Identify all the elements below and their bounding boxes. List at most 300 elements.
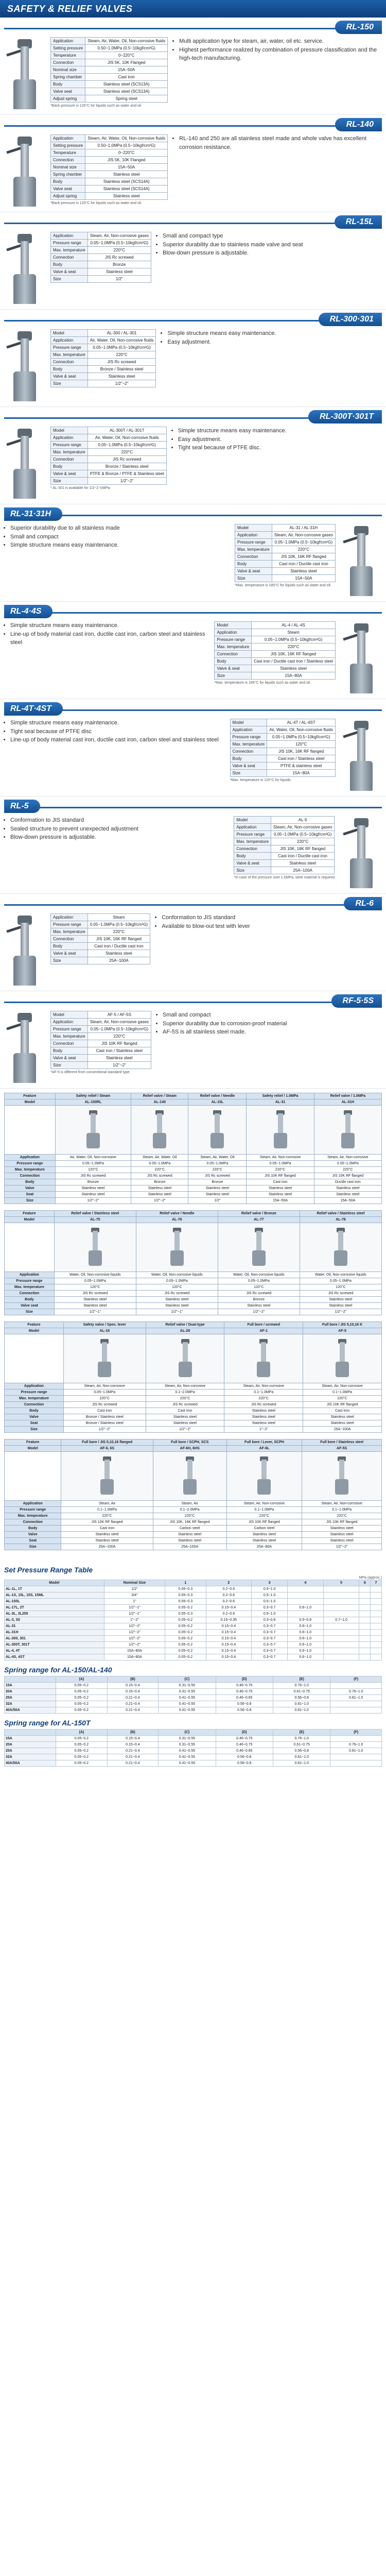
- spec-key: Model: [51, 1011, 88, 1019]
- valve-part-icon: [215, 1113, 220, 1134]
- data-cell: JIS Rc screwed: [224, 1402, 303, 1408]
- range-cell: [330, 1760, 382, 1767]
- spec-value: 25A~100A: [271, 867, 335, 874]
- data-row: [5, 1414, 382, 1420]
- section-description: [4, 816, 229, 842]
- range-cell: 0.05~0.2: [165, 1605, 206, 1611]
- product-section: [0, 115, 386, 212]
- range-cell: [371, 1648, 382, 1654]
- range-cell: [371, 1636, 382, 1642]
- range-cell: 0.46~0.75: [216, 1689, 273, 1695]
- range-cell: 0.3~0.7: [252, 1654, 288, 1660]
- section-description: [156, 232, 382, 258]
- spec-value: JIS 10K, 16K RF flanged: [252, 651, 336, 658]
- range-cell: [371, 1654, 382, 1660]
- range-cell: 1": [104, 1599, 165, 1605]
- data-cell: JIS Rc screwed: [55, 1173, 131, 1179]
- valve-body-icon: [13, 177, 36, 207]
- spec-key: Size: [215, 672, 252, 680]
- spec-row: [51, 142, 168, 149]
- range-cell: 15A: [5, 1683, 56, 1689]
- data-cell: 120°C: [218, 1284, 300, 1291]
- data-cell: 220°C: [153, 1513, 226, 1519]
- data-row: [5, 1198, 382, 1204]
- range-cell: [371, 1630, 382, 1636]
- spec-row: [51, 950, 150, 957]
- spec-value: Steam, Air, Non-corrosive gases: [87, 1019, 151, 1026]
- range-cell: 0.05~0.3: [165, 1599, 206, 1605]
- header-row: [5, 1211, 382, 1217]
- product-section: [0, 18, 386, 115]
- data-cell: Steam, Air, Water, Oil: [188, 1155, 247, 1161]
- spec-row: [234, 845, 335, 853]
- data-row: [5, 1501, 382, 1507]
- spec-value: PTFE & stainless steel: [267, 762, 336, 770]
- data-cell: Steam, Air, Non-corrosive: [63, 1383, 146, 1389]
- valve-part-icon: [86, 1133, 100, 1148]
- data-cell: Steam, Air: [61, 1501, 153, 1507]
- data-cell: 1/2"~2": [63, 1427, 146, 1433]
- range-cell: [323, 1592, 359, 1599]
- section-body: [4, 232, 382, 304]
- data-row: [5, 1192, 382, 1198]
- data-cell: Max. temperature: [5, 1513, 61, 1519]
- range-cell: [323, 1636, 359, 1642]
- spec-row: [230, 741, 335, 748]
- range-cell: 0.41~0.55: [159, 1754, 216, 1760]
- range-cell: 0.15~0.4: [206, 1642, 252, 1648]
- range-row: [5, 1599, 382, 1605]
- picture-cell: [224, 1334, 303, 1383]
- range-cell: [359, 1642, 371, 1648]
- range-unit: MPa (approx.): [359, 1576, 382, 1580]
- data-row: [5, 1420, 382, 1427]
- spec-value: Cast iron: [85, 74, 168, 81]
- spec-value: 1/2"~2": [87, 478, 166, 485]
- spec-row: [51, 59, 168, 66]
- range-cell: 0.6~1.0: [287, 1623, 323, 1630]
- range-row: [5, 1701, 382, 1707]
- feature-item: • Simple structure means easy maintenance.: [10, 541, 230, 550]
- spec-row: [215, 672, 336, 680]
- range-row: [5, 1736, 382, 1742]
- feature-list: [161, 329, 382, 346]
- spec-value: Cast iron / Ductile cast iron: [271, 853, 335, 860]
- data-cell: Stainless steel: [55, 1185, 131, 1192]
- range-cell: 0.56~0.8: [216, 1760, 273, 1767]
- section-rule: [4, 904, 382, 906]
- spec-key: Valve & seat: [234, 860, 271, 867]
- data-cell: 220°C: [247, 1167, 314, 1173]
- range-cell: 0.3~0.7: [252, 1605, 288, 1611]
- range-cell: 3/4": [104, 1592, 165, 1599]
- spec-key: Pressure range: [235, 539, 272, 546]
- spec-value: Stainless steel (SCS13A): [85, 88, 168, 95]
- spec-value: JIS 10K, 16K RF flanged: [267, 748, 336, 755]
- picture-label-cell: [5, 1452, 61, 1501]
- picture-cell: [247, 1106, 314, 1155]
- range-cell: 0.05~0.3: [165, 1592, 206, 1599]
- header-cell: Relief valve / Steam: [131, 1093, 188, 1099]
- range-table: [4, 1729, 382, 1767]
- spec-row: [234, 817, 335, 824]
- range-cell: 0.05~0.2: [56, 1760, 108, 1767]
- valve-icon: [334, 1339, 351, 1377]
- range-cell: 0.21~0.4: [107, 1701, 159, 1707]
- data-row: [5, 1507, 382, 1513]
- range-cell: 0.31~0.55: [159, 1683, 216, 1689]
- spec-value: 0.05~1.0MPa (0.5~10kgf/cm²G): [272, 539, 335, 546]
- valve-illustration-icon: [4, 329, 45, 401]
- feature-item: • Conformation to JIS standard: [10, 816, 229, 825]
- section-model-tag: RL-31·31H: [4, 507, 62, 521]
- range-cell: 1/2"~2": [104, 1636, 165, 1642]
- spec-key: Application: [234, 824, 271, 831]
- data-cell: 220°C: [188, 1167, 247, 1173]
- spec-row: [51, 45, 168, 52]
- valve-body-icon: [350, 858, 373, 888]
- spec-row: [51, 95, 168, 103]
- spec-value: JIS Rc screwed: [87, 359, 156, 366]
- spec-row: [51, 330, 156, 337]
- valve-icon: [181, 1456, 199, 1495]
- feature-item: • Small and compact: [163, 1011, 382, 1020]
- picture-cell: [63, 1334, 146, 1383]
- feature-item: • Blow-down pressure is adjustable.: [10, 833, 229, 842]
- section-body: [4, 37, 382, 109]
- valve-part-icon: [179, 1362, 192, 1377]
- range-row: [5, 1611, 382, 1617]
- spec-value: 220°C: [272, 546, 335, 553]
- range-header-cell: (E): [273, 1730, 330, 1736]
- product-section: [0, 796, 386, 894]
- valve-part-icon: [257, 1479, 271, 1495]
- model-cell: AL-15L: [188, 1099, 247, 1106]
- spec-value: 15A~50A: [85, 164, 168, 171]
- range-cell: 0.6~1.0: [287, 1636, 323, 1642]
- data-row: [5, 1284, 382, 1291]
- spec-table-wrap: [50, 427, 167, 490]
- model-cell: AL-140: [131, 1099, 188, 1106]
- section-header: [4, 702, 382, 716]
- picture-row: [5, 1223, 382, 1272]
- data-cell: Connection: [5, 1402, 64, 1408]
- header-cell: Relief valve / Needle: [136, 1211, 218, 1217]
- spec-row: [51, 1033, 151, 1040]
- valve-part-icon: [174, 1231, 180, 1251]
- range-cell: 0.76~1.0: [330, 1742, 382, 1748]
- spec-row: [51, 957, 150, 964]
- spec-row: [51, 135, 168, 142]
- spec-row: [51, 261, 151, 268]
- header-cell: Safety valve / Spec. lever: [63, 1322, 146, 1328]
- spec-key: Pressure range: [51, 442, 88, 449]
- spec-value: Spring steel: [85, 95, 168, 103]
- data-cell: 120°C: [300, 1284, 381, 1291]
- range-row: [5, 1654, 382, 1660]
- spec-row: [215, 629, 336, 636]
- data-cell: Size: [5, 1427, 64, 1433]
- data-cell: Stainless steel: [153, 1538, 226, 1544]
- range-cell: 0.05~0.2: [165, 1617, 206, 1623]
- range-cell: 0.31~0.55: [159, 1736, 216, 1742]
- range-cell: [323, 1630, 359, 1636]
- range-cell: 0.56~0.8: [273, 1695, 330, 1701]
- spec-table-wrap: [234, 816, 336, 879]
- spec-key: Max. temperature: [215, 643, 252, 651]
- spec-value: Steam: [252, 629, 336, 636]
- spec-value: 220°C: [87, 449, 166, 456]
- data-cell: Steam, Air, Non-corrosive: [314, 1155, 381, 1161]
- valve-icon: [255, 1339, 272, 1377]
- range-cell: 1/2"~1": [104, 1611, 165, 1617]
- range-cell: 0.15~0.4: [206, 1654, 252, 1660]
- data-cell: Bronze: [218, 1297, 300, 1303]
- spec-value: Stainless steel (SCS14A): [85, 178, 168, 185]
- data-cell: 0.1~1.0MPa: [224, 1389, 303, 1396]
- spec-value: Steam: [87, 914, 150, 921]
- data-cell: 1/2"~2": [302, 1544, 382, 1550]
- range-cell: AL-17L, 2T: [5, 1605, 104, 1611]
- section-rule: [4, 612, 382, 614]
- range-cell: 0.3~0.7: [252, 1648, 288, 1654]
- data-cell: 0.05~1.0MPa: [247, 1161, 314, 1167]
- range-cell: 0.41~0.55: [159, 1701, 216, 1707]
- range-cell: 0.15~0.4: [206, 1636, 252, 1642]
- data-cell: Seat: [5, 1420, 64, 1427]
- spec-value: Stainless steel: [87, 1055, 151, 1062]
- spec-key: Pressure range: [51, 240, 88, 247]
- data-cell: 1/2"~1": [136, 1309, 218, 1315]
- spec-note: *Back-pressure is 120°C for liquids such as water and oil.: [50, 201, 142, 205]
- range-row: [5, 1683, 382, 1689]
- range-cell: AL-4, 4T: [5, 1648, 104, 1654]
- model-row: [5, 1217, 382, 1223]
- valve-icon: [98, 1456, 116, 1495]
- range-row: [5, 1592, 382, 1599]
- product-section: [0, 504, 386, 602]
- data-cell: 120°C: [55, 1167, 131, 1173]
- data-row: [5, 1389, 382, 1396]
- feature-item: • RL-140 and 250 are all stainless steel made and whole valve has excellent corrosion resistance.: [179, 134, 382, 151]
- model-cell: AL-75: [54, 1217, 136, 1223]
- spec-key: Valve & seat: [230, 762, 267, 770]
- model-cell: AL-31: [247, 1099, 314, 1106]
- range-cell: [287, 1592, 323, 1599]
- range-cell: 0.6~1.0: [287, 1605, 323, 1611]
- data-cell: JIS Rc screwed: [146, 1402, 224, 1408]
- spec-row: [51, 74, 168, 81]
- spec-value: 0.05~1.0MPa (0.5~10kgf/cm²G): [252, 636, 336, 643]
- spec-table: [50, 232, 151, 283]
- spec-table-wrap: [235, 524, 336, 587]
- range-cell: [359, 1623, 371, 1630]
- spec-value: AF-5 / AF-5S: [87, 1011, 151, 1019]
- data-cell: 220°C: [224, 1396, 303, 1402]
- spec-key: Application: [51, 337, 88, 344]
- valve-illustration-icon: [4, 1011, 45, 1083]
- range-header-cell: Model: [5, 1580, 104, 1586]
- range-cell: 0.81~1.0: [273, 1754, 330, 1760]
- range-cell: 0.46~0.65: [216, 1695, 273, 1701]
- range-cell: 0.6~1.0: [287, 1648, 323, 1654]
- spec-key: Max. temperature: [51, 1033, 88, 1040]
- data-cell: Stainless steel: [224, 1408, 303, 1414]
- range-cell: 0.15~0.4: [206, 1605, 252, 1611]
- data-cell: Stainless steel: [131, 1192, 188, 1198]
- range-cell: 0.3~0.7: [252, 1642, 288, 1648]
- spec-key: Pressure range: [215, 636, 252, 643]
- valve-part-icon: [183, 1342, 188, 1363]
- header-cell: Safety relief / 1.0MPa: [247, 1093, 314, 1099]
- range-cell: 0.15~0.35: [206, 1617, 252, 1623]
- data-cell: Bronze: [55, 1179, 131, 1185]
- data-cell: 220°C: [131, 1167, 188, 1173]
- valve-icon: [272, 1110, 289, 1148]
- range-cell: 0.2~0.6: [206, 1611, 252, 1617]
- data-cell: Bronze / Stainless steel: [63, 1414, 146, 1420]
- section-model-tag: RL-15L: [335, 215, 382, 229]
- data-cell: Stainless steel: [302, 1538, 382, 1544]
- valve-illustration-icon: [341, 621, 382, 693]
- data-cell: Pressure range: [5, 1389, 64, 1396]
- data-cell: Cast iron: [63, 1408, 146, 1414]
- data-cell: Stainless steel: [224, 1420, 303, 1427]
- range-cell: 0.31~0.55: [159, 1742, 216, 1748]
- data-cell: Stainless steel: [61, 1538, 153, 1544]
- spec-row: [51, 936, 150, 943]
- valve-part-icon: [261, 1342, 266, 1363]
- spec-value: 220°C: [87, 351, 156, 359]
- comparison-table: [4, 1321, 382, 1433]
- range-cell: [371, 1617, 382, 1623]
- feature-item: • Simple structure means easy maintenance.: [167, 329, 382, 338]
- spec-value: Stainless steel: [87, 268, 151, 276]
- data-cell: Valve: [5, 1185, 56, 1192]
- spec-key: Adjust spring: [51, 193, 85, 200]
- range-cell: 0.61~0.75: [273, 1689, 330, 1695]
- spec-row: [51, 1055, 151, 1062]
- feature-list: [156, 232, 382, 258]
- spec-row: [51, 232, 151, 240]
- range-cell: [287, 1599, 323, 1605]
- range-row: [5, 1754, 382, 1760]
- range-cell: [359, 1636, 371, 1642]
- data-cell: JIS Rc screwed: [131, 1173, 188, 1179]
- data-cell: 0.1~1.0MPa: [302, 1507, 382, 1513]
- spec-value: 15A~80A: [267, 770, 336, 777]
- range-cell: 0.81~1.0: [330, 1695, 382, 1701]
- section-description: [173, 134, 382, 151]
- spec-row: [215, 636, 336, 643]
- range-header-cell: 4: [287, 1580, 323, 1586]
- range-cell: 1/2"~2": [104, 1630, 165, 1636]
- data-cell: Size: [5, 1544, 61, 1550]
- range-cell: 0.6~1.0: [287, 1654, 323, 1660]
- range-cell: 1/2"~2": [104, 1642, 165, 1648]
- data-row: [5, 1383, 382, 1389]
- picture-row: [5, 1452, 382, 1501]
- spec-value: Cast iron / Stainless steel: [87, 1047, 151, 1055]
- range-cell: [323, 1586, 359, 1592]
- spec-table: [50, 37, 168, 103]
- data-cell: Air, Water, Oil, Non-corrosive: [55, 1155, 131, 1161]
- range-header-cell: (D): [216, 1730, 273, 1736]
- range-cell: 0.21~0.4: [107, 1707, 159, 1714]
- range-cell: 0.05~0.2: [56, 1707, 108, 1714]
- spec-value: Stainless steel (SCS13A): [85, 81, 168, 88]
- picture-cell: [300, 1223, 381, 1272]
- range-cell: [359, 1592, 371, 1599]
- spec-value: 0.50~1.0MPa (0.5~10kgf/cm²G): [85, 142, 168, 149]
- data-cell: Max. temperature: [5, 1284, 55, 1291]
- valve-part-icon: [257, 1362, 270, 1377]
- data-cell: 120°C: [136, 1284, 218, 1291]
- data-cell: JIS Rc screwed: [54, 1291, 136, 1297]
- spec-value: AL-31 / AL-31H: [272, 524, 335, 532]
- data-cell: Steam, Air, Water, Oil: [131, 1155, 188, 1161]
- spec-row: [51, 178, 168, 185]
- range-cell: 32A: [5, 1701, 56, 1707]
- spec-key: Temperature: [51, 52, 85, 59]
- range-header-row: [5, 1580, 382, 1586]
- spec-row: [230, 719, 335, 726]
- spec-key: Setting pressure: [51, 142, 85, 149]
- spec-key: Pressure range: [51, 1026, 88, 1033]
- spec-table-wrap: [50, 329, 156, 387]
- feature-item: • Conformation to JIS standard: [162, 913, 382, 922]
- section-rule: [4, 1002, 382, 1003]
- spec-table-wrap: [50, 913, 150, 964]
- header-cell: Feature: [5, 1211, 55, 1217]
- spec-table-wrap: [214, 621, 336, 685]
- range-cell: 0.76~1.0: [330, 1689, 382, 1695]
- spec-value: 1/2"~2": [87, 380, 156, 387]
- data-cell: Stainless steel: [188, 1185, 247, 1192]
- product-section: [0, 602, 386, 699]
- data-cell: Stainless steel: [131, 1185, 188, 1192]
- spec-row: [51, 351, 156, 359]
- picture-cell: [136, 1223, 218, 1272]
- spec-key: Body: [51, 463, 88, 470]
- range-cell: 0.05~0.2: [56, 1689, 108, 1695]
- valve-stem-icon: [21, 923, 29, 957]
- valve-part-icon: [170, 1250, 184, 1266]
- valve-stem-icon: [357, 825, 365, 859]
- valve-part-icon: [335, 1479, 348, 1495]
- section-header: [4, 215, 382, 229]
- section-model-tag: RL-140: [335, 118, 382, 131]
- spec-row: [51, 164, 168, 171]
- spec-key: Pressure range: [51, 344, 88, 351]
- range-cell: [359, 1611, 371, 1617]
- range-header-cell: (B): [107, 1676, 159, 1683]
- spec-key: Application: [51, 135, 85, 142]
- valve-part-icon: [334, 1250, 347, 1266]
- data-cell: JIS 10K RF flanged: [302, 1519, 382, 1526]
- spec-key: Max. temperature: [51, 351, 88, 359]
- spec-value: 120°C: [267, 741, 336, 748]
- model-cell: Model: [5, 1328, 64, 1334]
- spec-value: Bronze: [87, 261, 151, 268]
- range-cell: 0.15~0.4: [107, 1683, 159, 1689]
- spec-key: Spring chamber: [51, 171, 85, 178]
- range-row: [5, 1636, 382, 1642]
- data-cell: 1/2"~2": [131, 1198, 188, 1204]
- valve-stem-icon: [21, 338, 29, 372]
- spec-key: Max. temperature: [51, 449, 88, 456]
- section-header: [4, 994, 382, 1008]
